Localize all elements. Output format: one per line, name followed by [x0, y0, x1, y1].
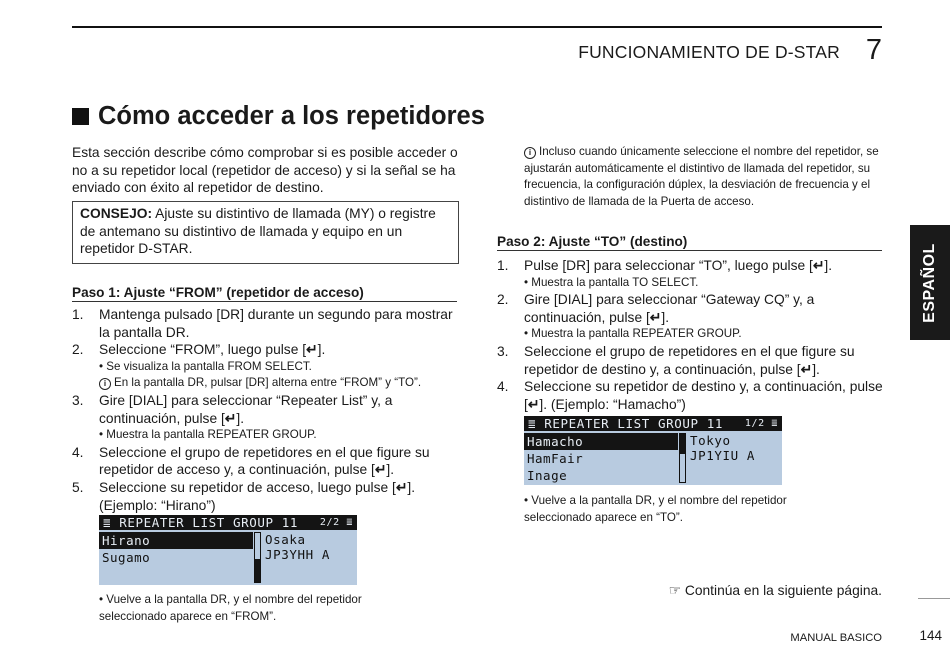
continue-text: Continúa en la siguiente página.	[684, 583, 882, 598]
step2-heading: Paso 2: Ajuste “TO” (destino)	[497, 234, 882, 251]
lcd-scroll-thumb	[680, 434, 685, 454]
step-text-end: ].	[317, 342, 326, 358]
step-item	[497, 257, 887, 291]
step2-list	[497, 257, 887, 413]
step-info-text: En la pantalla DR, pulsar [DR] alterna entre “FROM” y “TO”.	[114, 376, 422, 390]
step1-list	[72, 306, 462, 514]
lcd-scrollbar	[679, 433, 686, 483]
step-number: 1.	[497, 258, 509, 273]
step-text: Seleccione el grupo de repetidores en el que figure su repetidor de destino y, a continuación, pulse [	[524, 343, 855, 377]
lcd-screen-from	[99, 515, 357, 585]
lcd-title-bar	[99, 515, 357, 530]
lcd-title: REPEATER LIST GROUP 11	[544, 416, 724, 431]
lcd-list-item: Sugamo	[102, 550, 151, 565]
lcd-title: REPEATER LIST GROUP 11	[119, 515, 299, 530]
enter-key-icon: ↵	[374, 462, 387, 478]
step-number: 4.	[72, 444, 84, 460]
enter-key-icon: ↵	[224, 410, 237, 426]
lcd-list-item: HamFair	[527, 451, 584, 466]
footer-rule	[918, 598, 950, 599]
lcd-scrollbar	[254, 532, 261, 583]
tip-label: CONSEJO:	[80, 206, 153, 221]
tip-box	[72, 201, 459, 264]
step-text: Mantenga pulsado [DR] durante un segundo para mostrar la pantalla DR.	[99, 307, 453, 340]
step-text-end: ].	[812, 361, 820, 377]
lcd-scroll-thumb	[255, 559, 260, 582]
lcd-repeater-list	[524, 433, 678, 484]
step-text: Seleccione su repetidor de acceso, luego pulse [	[99, 479, 396, 495]
section-title: Cómo acceder a los repetidores	[98, 102, 485, 130]
enter-key-icon: ↵	[306, 342, 318, 358]
step-item	[497, 291, 887, 343]
lcd-detail-callsign: JP3YHH A	[265, 547, 331, 562]
lcd-repeater-list	[99, 532, 253, 566]
lcd-detail-city: Osaka	[265, 532, 306, 547]
enter-key-icon: ↵	[527, 396, 540, 412]
step1-note: • Vuelve a la pantalla DR, y el nombre del repetidor seleccionado aparece en “FROM”.	[99, 593, 362, 623]
lcd-page: 1/2 ≣	[744, 418, 778, 429]
step-text-end: ].	[661, 309, 670, 325]
step-item	[72, 444, 462, 479]
step-text-end: ]. (Ejemplo: “Hirano”)	[99, 479, 416, 513]
lcd-detail	[265, 532, 330, 562]
step2-note: • Vuelve a la pantalla DR, y el nombre del repetidor seleccionado aparece en “TO”.	[524, 494, 787, 524]
chapter-number: 7	[865, 34, 882, 66]
step-text: Seleccione “FROM”, luego pulse [	[99, 342, 307, 358]
step-subnote: • Muestra la pantalla REPEATER GROUP.	[524, 327, 742, 341]
lcd-screen-to	[524, 416, 782, 485]
step-text: Gire [DIAL] para seleccionar “Gateway CQ” y, a continuación, pulse [	[524, 292, 815, 325]
step1-heading: Paso 1: Ajuste “FROM” (repetidor de acceso)	[72, 285, 457, 302]
step-subnote: • Se visualiza la pantalla FROM SELECT.	[99, 359, 312, 373]
continue-notice	[669, 583, 882, 599]
intro-paragraph: Esta sección describe cómo comprobar si es posible acceder o no a su repetidor local (repetidor de acceso) y si la señal se ha enviado con éxito al repetidor de destino.	[72, 145, 458, 196]
info-icon: i	[99, 378, 111, 390]
lcd-detail-callsign: JP1YIU A	[690, 448, 756, 463]
enter-key-icon: ↵	[649, 309, 662, 325]
tip-text: Ajuste su distintivo de llamada (MY) o registre de antemano su distintivo de llamada y equipo en un repetidor D-STAR.	[80, 206, 436, 257]
step-number: 2.	[497, 292, 509, 308]
list-icon: ≣	[103, 515, 112, 530]
step-text: Seleccione el grupo de repetidores en el que figure su repetidor de acceso y, a continuación, pulse [	[99, 444, 430, 478]
enter-key-icon: ↵	[395, 479, 408, 495]
lcd-detail-city: Tokyo	[690, 433, 731, 448]
step-text: Gire [DIAL] para seleccionar “Repeater List” y, a continuación, pulse [	[99, 392, 393, 426]
enter-key-icon: ↵	[800, 361, 813, 377]
step-item	[72, 479, 462, 514]
lcd-list-item-selected: Hirano	[99, 532, 253, 549]
lcd-page: 2/2 ≣	[319, 517, 353, 528]
step-number: 1.	[72, 307, 84, 322]
step-item	[72, 306, 462, 341]
section-heading	[72, 102, 485, 131]
step-item	[497, 343, 887, 378]
step-text: Pulse [DR] para seleccionar “TO”, luego pulse [	[524, 258, 813, 273]
info-note	[524, 144, 886, 210]
chapter-title: FUNCIONAMIENTO DE D-STAR	[578, 42, 840, 62]
square-bullet-icon	[72, 108, 89, 125]
step-item	[72, 392, 462, 444]
page-number: 144	[919, 628, 942, 643]
step-text-end: ].	[236, 410, 245, 426]
lcd-detail	[690, 433, 755, 463]
step-number: 5.	[72, 479, 84, 495]
enter-key-icon: ↵	[812, 258, 825, 273]
step-text-end: ].	[824, 258, 833, 273]
language-tab-label: ESPAÑOL	[921, 242, 938, 323]
step-info-note	[99, 375, 462, 392]
step-number: 3.	[497, 343, 509, 359]
list-icon: ≣	[528, 416, 537, 431]
lcd-list-item: Inage	[527, 468, 568, 483]
info-icon: i	[524, 147, 536, 159]
step-item	[497, 378, 887, 413]
step-subnote: • Muestra la pantalla TO SELECT.	[524, 275, 699, 289]
info-note-text: Incluso cuando únicamente seleccione el nombre del repetidor, se ajustarán automáticamente el distintivo de llamada del repetidor, su frecuencia, la configuración dúplex, la desviación de frecuencia y el distintivo de llamada de la Puerta de acceso.	[524, 145, 879, 208]
language-tab	[910, 225, 950, 340]
step-item	[72, 341, 462, 392]
step-number: 4.	[497, 379, 509, 395]
step-number: 2.	[72, 342, 84, 358]
header-rule	[72, 26, 882, 28]
step-number: 3.	[72, 392, 84, 408]
step-text-end: ].	[386, 462, 395, 478]
lcd-title-bar	[524, 416, 782, 431]
footer-label: MANUAL BASICO	[790, 632, 882, 644]
step-text-end: ]. (Ejemplo: “Hamacho”)	[539, 396, 686, 412]
pointing-hand-icon: ☞	[668, 583, 682, 598]
lcd-list-item-selected: Hamacho	[524, 433, 678, 450]
step-text: Seleccione su repetidor de destino y, a continuación, pulse [	[524, 379, 883, 412]
step-subnote: • Muestra la pantalla REPEATER GROUP.	[99, 428, 317, 442]
